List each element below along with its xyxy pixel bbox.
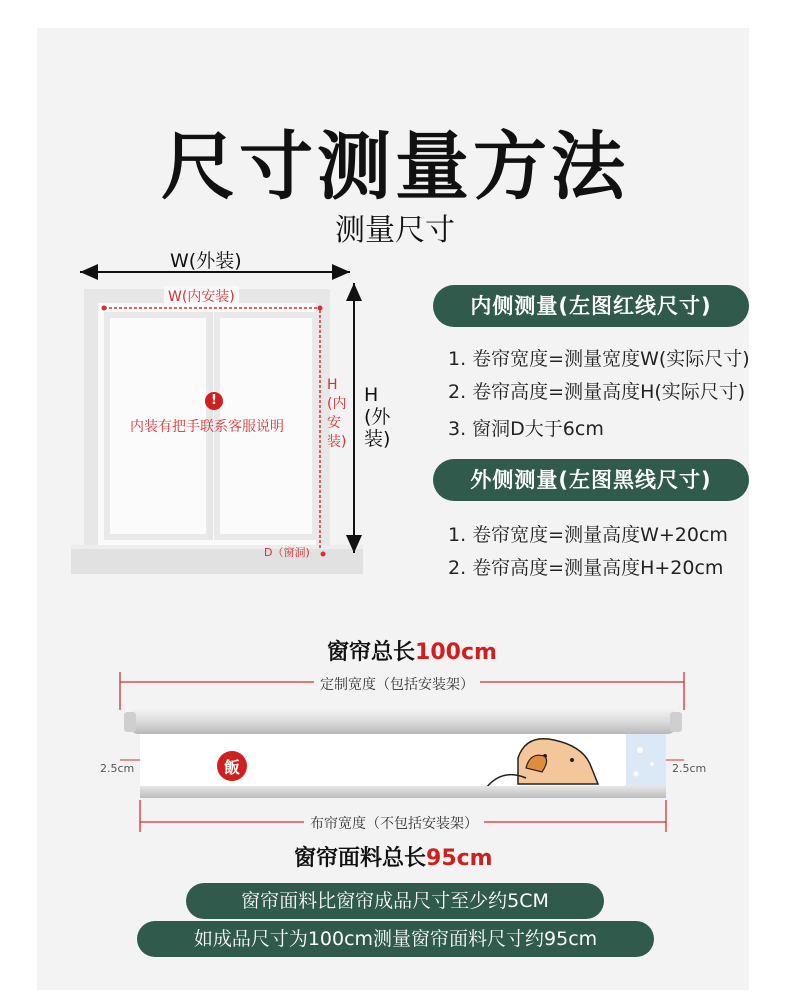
outside-step-1: 1. 卷帘宽度=测量高度W+20cm bbox=[448, 524, 728, 546]
outside-step-2: 2. 卷帘高度=测量高度H+20cm bbox=[448, 557, 724, 579]
inner-height-label: H(内安装) bbox=[327, 377, 347, 450]
brand-logo: 飯 bbox=[223, 758, 240, 777]
fabric-width-label: 布帘宽度（不包括安装架） bbox=[304, 813, 484, 833]
fabric-length-label: 窗帘面料总长95cm bbox=[294, 846, 493, 871]
page-subtitle: 测量尺寸 bbox=[335, 213, 455, 248]
inside-step-1: 1. 卷帘宽度=测量宽度W(实际尺寸) bbox=[448, 348, 750, 370]
exclamation-icon: ! bbox=[205, 392, 223, 410]
outer-height-label: H(外装) bbox=[364, 384, 391, 450]
depth-dot bbox=[321, 552, 326, 557]
outside-measure-heading: 外侧测量(左图黑线尺寸) bbox=[433, 459, 749, 501]
depth-label: D（窗洞) bbox=[264, 546, 310, 559]
outer-width-label: W(外装) bbox=[170, 250, 242, 272]
inside-measure-heading: 内侧测量(左图红线尺寸) bbox=[433, 285, 749, 327]
custom-width-label: 定制宽度（包括安装架） bbox=[314, 674, 480, 694]
note-pill-2: 如成品尺寸为100cm测量窗帘面料尺寸约95cm bbox=[137, 921, 654, 957]
inside-step-2: 2. 卷帘高度=测量高度H(实际尺寸) bbox=[448, 381, 746, 403]
inside-step-3: 3. 窗洞D大于6cm bbox=[448, 418, 604, 440]
page-title: 尺寸测量方法 bbox=[161, 124, 629, 210]
notice-text: 内装有把手联系客服说明 bbox=[130, 419, 284, 435]
left-gap-label: 2.5cm bbox=[100, 762, 135, 775]
inner-width-label: W(内安装) bbox=[164, 286, 239, 306]
note-pill-1: 窗帘面料比窗帘成品尺寸至少约5CM bbox=[186, 883, 604, 919]
total-length-label: 窗帘总长100cm bbox=[327, 640, 497, 665]
right-gap-label: 2.5cm bbox=[672, 762, 707, 775]
